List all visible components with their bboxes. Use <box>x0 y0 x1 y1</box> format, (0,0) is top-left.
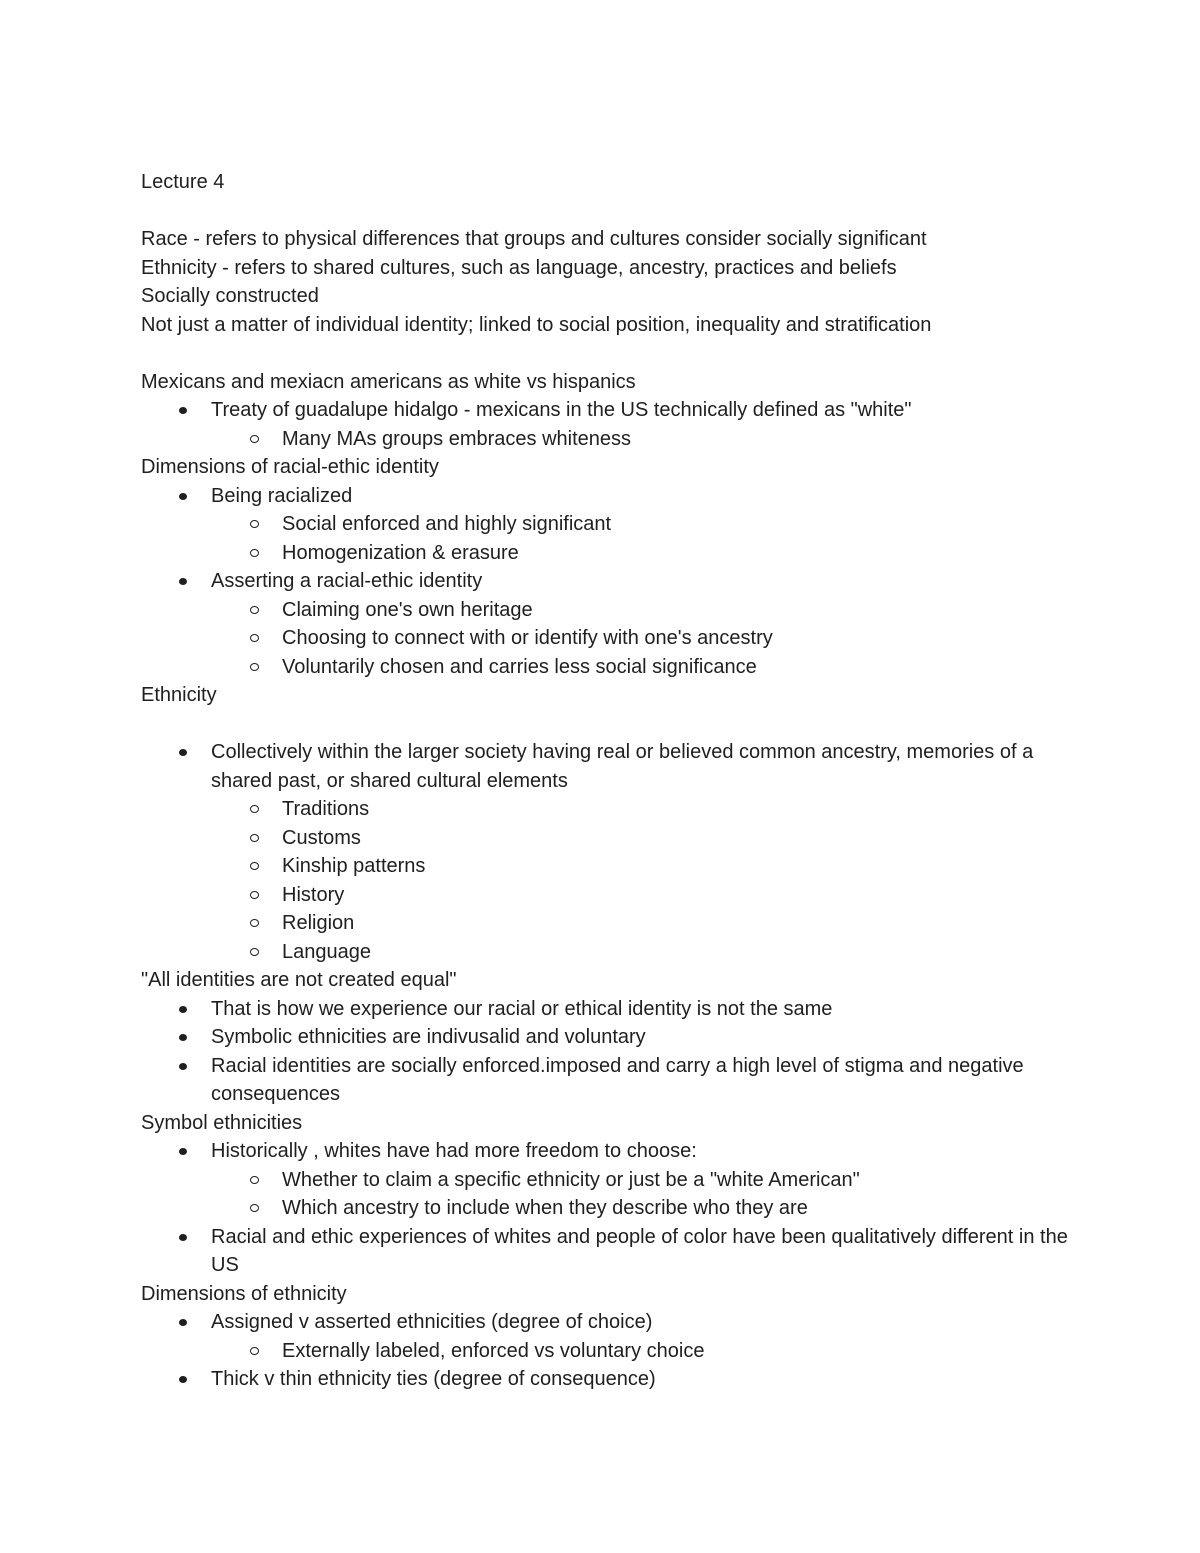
intro-line: Not just a matter of individual identity; linked to social position, inequality and stratification <box>141 313 932 336</box>
list-item-text: Assigned v asserted ethnicities (degree of choice) <box>211 1311 653 1333</box>
sub-list-item-text: Customs <box>282 826 361 849</box>
sub-list-item <box>141 425 1081 454</box>
bullet-circle-icon <box>250 919 259 927</box>
bullet-disc-icon <box>179 407 187 414</box>
bullet-circle-icon <box>250 435 259 443</box>
sub-list-item-text: Social enforced and highly significant <box>282 513 612 535</box>
bullet-circle-icon <box>250 805 259 813</box>
list-item-text: Treaty of guadalupe hidalgo - mexicans in the US technically defined as "white" <box>211 399 912 421</box>
sub-list-item <box>141 1194 1081 1223</box>
sub-list-item <box>141 852 1081 881</box>
list-item-text: Symbolic ethnicities are indivusalid and voluntary <box>211 1026 646 1048</box>
sub-list-item <box>141 909 1081 938</box>
section-heading: Symbol ethnicities <box>141 1111 303 1134</box>
bullet-circle-icon <box>250 891 259 899</box>
bullet-disc-icon <box>179 1376 187 1383</box>
bullet-circle-icon <box>250 1204 259 1212</box>
sub-list-item <box>141 938 1081 967</box>
sub-list-item <box>141 596 1081 625</box>
list-item-text: Historically , whites have had more freedom to choose: <box>211 1140 697 1162</box>
list-item <box>141 1137 1081 1166</box>
spacer <box>141 339 1081 368</box>
list-item-text: Thick v thin ethnicity ties (degree of consequence) <box>211 1368 656 1390</box>
list-item <box>141 738 1081 795</box>
list-item-text: Racial and ethic experiences of whites and people of color have been qualitatively different in the US <box>211 1225 1068 1276</box>
sub-list-item <box>141 653 1081 682</box>
bullet-circle-icon <box>250 634 259 642</box>
intro-line: Ethnicity - refers to shared cultures, such as language, ancestry, practices and beliefs <box>141 256 897 279</box>
bullet-circle-icon <box>250 948 259 956</box>
bullet-circle-icon <box>250 862 259 870</box>
sub-list-item-text: Homogenization & erasure <box>282 541 519 564</box>
sub-list-item-text: Choosing to connect with or identify with one's ancestry <box>282 627 773 649</box>
bullet-disc-icon <box>179 1234 187 1241</box>
sub-list-item <box>141 539 1081 568</box>
list-item <box>141 396 1081 425</box>
sub-list-item-text: Externally labeled, enforced vs voluntary choice <box>282 1339 705 1362</box>
bullet-circle-icon <box>250 663 259 671</box>
section-heading: Dimensions of ethnicity <box>141 1282 347 1305</box>
bullet-circle-icon <box>250 834 259 842</box>
list-item-text: That is how we experience our racial or ethical identity is not the same <box>211 997 833 1020</box>
bullet-circle-icon <box>250 606 259 614</box>
list-item-text: Asserting a racial-ethic identity <box>211 570 483 592</box>
page-title: Lecture 4 <box>141 171 225 193</box>
bullet-circle-icon <box>250 520 259 528</box>
bullet-disc-icon <box>179 1034 187 1041</box>
bullet-disc-icon <box>179 749 187 756</box>
bullet-disc-icon <box>179 1006 187 1013</box>
bullet-disc-icon <box>179 493 187 500</box>
bullet-disc-icon <box>179 1319 187 1326</box>
sub-list-item-text: Voluntarily chosen and carries less social significance <box>282 655 757 678</box>
bullet-circle-icon <box>250 1347 259 1355</box>
intro-line: Socially constructed <box>141 285 319 307</box>
sub-list-item <box>141 881 1081 910</box>
bullet-circle-icon <box>250 1176 259 1184</box>
sub-list-item-text: Religion <box>282 912 355 934</box>
section-heading: Ethnicity <box>141 684 217 706</box>
intro-line: Race - refers to physical differences that groups and cultures consider socially significant <box>141 228 927 250</box>
bullet-disc-icon <box>179 1063 187 1070</box>
sub-list-item-text: History <box>282 883 345 906</box>
sub-list-item-text: Traditions <box>282 798 370 820</box>
sub-list-item <box>141 824 1081 853</box>
sub-list-item-text: Which ancestry to include when they describe who they are <box>282 1197 808 1219</box>
sub-list-item <box>141 624 1081 653</box>
list-item <box>141 1052 1081 1109</box>
spacer <box>141 710 1081 739</box>
sub-list-item-text: Claiming one's own heritage <box>282 598 533 621</box>
sub-list-item <box>141 510 1081 539</box>
sub-list-item <box>141 1337 1081 1366</box>
section-heading: "All identities are not created equal" <box>141 969 457 991</box>
sub-list-item <box>141 795 1081 824</box>
section-heading: Mexicans and mexiacn americans as white vs hispanics <box>141 370 636 393</box>
bullet-disc-icon <box>179 1148 187 1155</box>
list-item <box>141 482 1081 511</box>
list-item <box>141 1308 1081 1337</box>
bullet-disc-icon <box>179 578 187 585</box>
list-item-text: Racial identities are socially enforced.imposed and carry a high level of stigma and negative consequences <box>211 1054 1024 1105</box>
spacer <box>141 197 1081 226</box>
sub-list-item-text: Many MAs groups embraces whiteness <box>282 427 632 450</box>
list-item-text: Being racialized <box>211 484 353 507</box>
list-item <box>141 1223 1081 1280</box>
section-heading: Dimensions of racial-ethic identity <box>141 456 439 478</box>
list-item-text: Collectively within the larger society having real or believed common ancestry, memories of a shared past, or shared cultural elements <box>211 741 1034 792</box>
list-item <box>141 1023 1081 1052</box>
document-page <box>141 168 1081 1394</box>
sub-list-item-text: Language <box>282 940 371 963</box>
sub-list-item-text: Kinship patterns <box>282 855 426 877</box>
list-item <box>141 567 1081 596</box>
list-item <box>141 995 1081 1024</box>
list-item <box>141 1365 1081 1394</box>
bullet-circle-icon <box>250 549 259 557</box>
sub-list-item-text: Whether to claim a specific ethnicity or just be a "white American" <box>282 1168 860 1191</box>
sub-list-item <box>141 1166 1081 1195</box>
